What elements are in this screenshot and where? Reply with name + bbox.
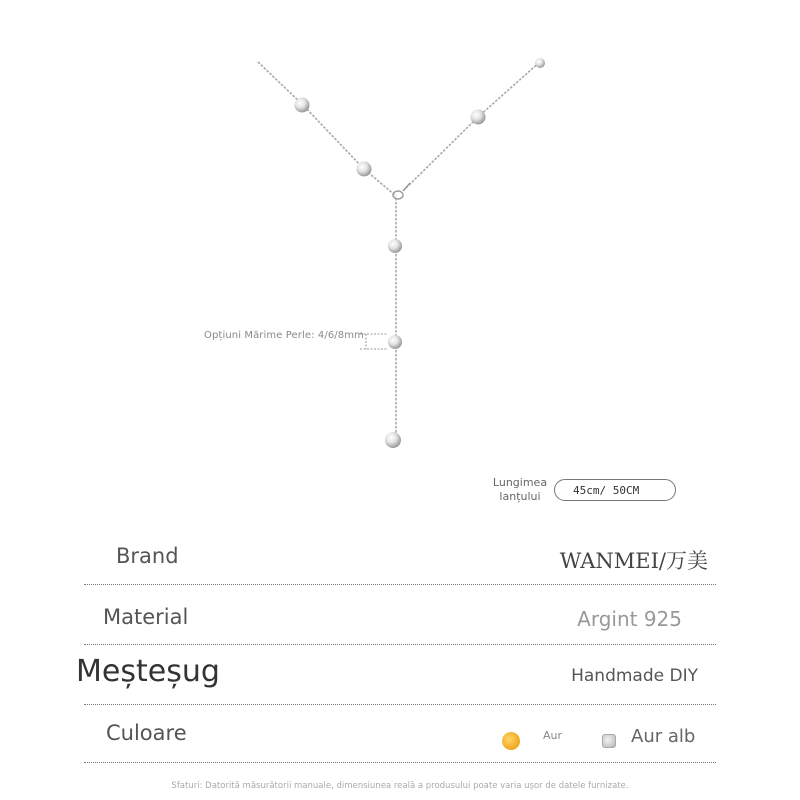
divider <box>84 704 716 705</box>
pearl <box>388 335 402 349</box>
divider <box>84 762 716 763</box>
footnote: Sfaturi: Datorită măsurătorii manuale, dimensiunea reală a produsului poate varia ușor de datele furnizate. <box>171 781 629 791</box>
clasp-icon <box>393 183 410 199</box>
chain-length-label <box>488 476 552 504</box>
divider <box>84 584 716 585</box>
material-value: Argint 925 <box>577 607 682 631</box>
pearl <box>471 110 486 125</box>
pearl <box>388 239 402 253</box>
color-option-gold[interactable]: Aur <box>543 729 563 742</box>
brand-label: Brand <box>116 544 179 568</box>
pearl <box>357 162 372 177</box>
divider <box>84 644 716 645</box>
pearls <box>295 58 546 448</box>
pearl-size-note: Opțiuni Mărime Perle: 4/6/8mm <box>204 330 364 341</box>
gold-swatch-icon[interactable] <box>502 732 520 750</box>
chain-length-label-line2: lanțului <box>499 490 541 503</box>
chain-length-label-line1: Lungimea <box>492 476 548 489</box>
pearl-size-guide <box>360 334 388 349</box>
pearl <box>535 58 545 68</box>
craft-value: Handmade DIY <box>571 666 698 686</box>
color-option-white-gold[interactable]: Aur alb <box>631 726 696 747</box>
chain-length-value: 45cm/ 50CM <box>554 479 676 501</box>
material-label: Material <box>103 605 189 629</box>
brand-value: WANMEI/万美 <box>559 549 708 573</box>
pearl <box>295 98 310 113</box>
white-gold-swatch-icon[interactable] <box>602 734 616 748</box>
pearl <box>385 432 401 448</box>
craft-label: Meșteșug <box>76 654 220 689</box>
color-label: Culoare <box>106 721 187 745</box>
